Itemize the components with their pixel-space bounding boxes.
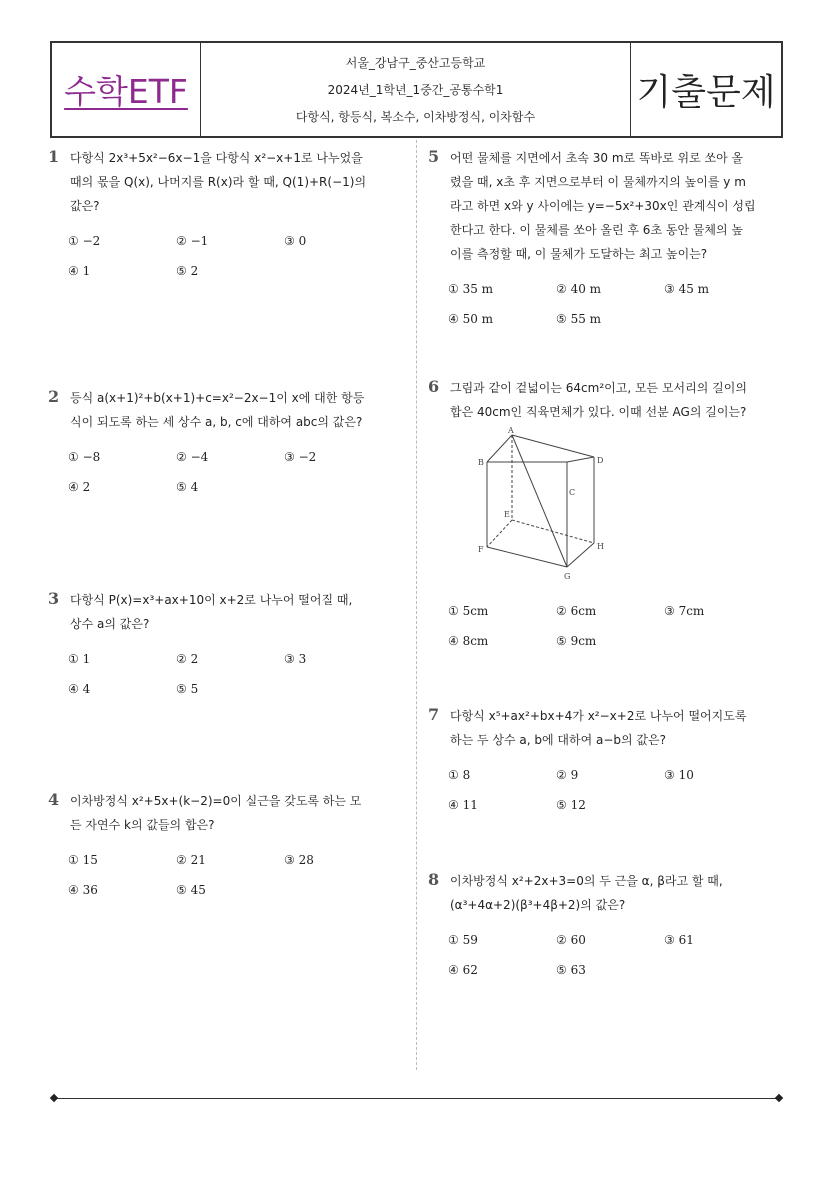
choice[interactable]: ⑤ 63 <box>556 963 586 977</box>
choice[interactable]: ① 35 m <box>448 282 494 296</box>
stem-line: 그림과 같이 겉넓이는 64cm²이고, 모든 모서리의 길이의 <box>450 381 747 395</box>
question-stem <box>48 789 398 837</box>
brand-logo: 수학ETF <box>64 72 188 111</box>
stem-line: (α³+4α+2)(β³+4β+2)의 값은? <box>450 898 626 912</box>
label-cell <box>630 43 781 136</box>
answer-choices <box>428 925 778 985</box>
vertex-label: H <box>597 542 604 551</box>
choice[interactable]: ② −1 <box>176 234 209 248</box>
edge-HG <box>567 543 594 567</box>
choice[interactable]: ④ 2 <box>68 480 91 494</box>
choice[interactable]: ⑤ 45 <box>176 883 206 897</box>
choice[interactable]: ⑤ 4 <box>176 480 199 494</box>
vertex-label: C <box>569 488 576 497</box>
choice[interactable]: ④ 1 <box>68 264 91 278</box>
question-number: 4 <box>48 790 60 809</box>
choice[interactable]: ① −2 <box>68 234 101 248</box>
choice[interactable]: ① 59 <box>448 933 478 947</box>
choice[interactable]: ④ 11 <box>448 798 478 812</box>
question-4 <box>48 789 398 905</box>
answer-choices <box>428 274 778 334</box>
stem-line: 한다고 한다. 이 물체를 쏘아 올린 후 6초 동안 물체의 높 <box>450 223 744 237</box>
choice[interactable]: ③ 7cm <box>664 604 705 618</box>
school-name: 서울_강남구_중산고등학교 <box>345 56 486 70</box>
choice[interactable]: ③ 10 <box>664 768 694 782</box>
stem-line: 이차방정식 x²+2x+3=0의 두 근을 α, β라고 할 때, <box>450 874 723 888</box>
stem-line: 이를 측정할 때, 이 물체가 도달하는 최고 높이는? <box>450 247 708 261</box>
question-stem <box>428 704 778 752</box>
stem-line: 다항식 2x³+5x²−6x−1을 다항식 x²−x+1로 나누었을 <box>70 151 363 165</box>
choice[interactable]: ② −4 <box>176 450 209 464</box>
edge-DC <box>567 457 594 462</box>
question-stem <box>428 869 778 917</box>
diagonal-AG <box>512 435 567 567</box>
vertex-label: B <box>478 458 484 467</box>
question-number: 6 <box>428 377 440 396</box>
choice[interactable]: ① −8 <box>68 450 101 464</box>
stem-line: 다항식 P(x)=x³+ax+10이 x+2로 나누어 떨어질 때, <box>70 593 353 607</box>
choice[interactable]: ① 8 <box>448 768 471 782</box>
question-stem <box>48 386 398 434</box>
vertex-label: E <box>504 510 510 519</box>
choice[interactable]: ④ 36 <box>68 883 98 897</box>
choice[interactable]: ④ 8cm <box>448 634 489 648</box>
question-number: 2 <box>48 387 60 406</box>
vertex-label: G <box>564 572 571 581</box>
stem-line: 식이 되도록 하는 세 상수 a, b, c에 대하여 abc의 값은? <box>70 415 363 429</box>
edge-EH <box>512 520 594 543</box>
brand-cell <box>52 43 201 136</box>
question-5 <box>428 146 778 334</box>
choice[interactable]: ① 1 <box>68 652 91 666</box>
question-stem <box>48 146 398 218</box>
choice[interactable]: ⑤ 12 <box>556 798 586 812</box>
answer-choices <box>428 596 778 656</box>
question-3 <box>48 588 398 704</box>
stem-line: 든 자연수 k의 값들의 합은? <box>70 818 215 832</box>
choice[interactable]: ② 6cm <box>556 604 597 618</box>
question-2 <box>48 386 398 502</box>
cuboid-figure <box>470 425 620 585</box>
choice[interactable]: ② 60 <box>556 933 586 947</box>
question-stem <box>48 588 398 636</box>
choice[interactable]: ⑤ 2 <box>176 264 199 278</box>
exam-topics: 다항식, 항등식, 복소수, 이차방정식, 이차함수 <box>295 110 536 124</box>
choice[interactable]: ③ 45 m <box>664 282 710 296</box>
choice[interactable]: ③ 3 <box>284 652 307 666</box>
exam-label: 기출문제 <box>636 72 776 113</box>
choice[interactable]: ① 5cm <box>448 604 489 618</box>
answer-choices <box>48 845 398 905</box>
question-number: 7 <box>428 705 440 724</box>
question-7 <box>428 704 778 820</box>
stem-line: 라고 하면 x와 y 사이에는 y=−5x²+30x인 관계식이 성립 <box>450 199 756 213</box>
answer-choices <box>48 644 398 704</box>
choice[interactable]: ① 15 <box>68 853 98 867</box>
question-1 <box>48 146 398 286</box>
choice[interactable]: ⑤ 5 <box>176 682 199 696</box>
column-divider <box>416 140 417 1070</box>
stem-line: 때의 몫을 Q(x), 나머지를 R(x)라 할 때, Q(1)+R(−1)의 <box>70 175 367 189</box>
question-number: 5 <box>428 147 440 166</box>
question-number: 1 <box>48 147 60 166</box>
edge-FG <box>487 547 567 567</box>
choice[interactable]: ④ 4 <box>68 682 91 696</box>
diamond-right-icon <box>775 1094 783 1102</box>
choice[interactable]: ③ −2 <box>284 450 317 464</box>
question-stem <box>428 376 778 424</box>
choice[interactable]: ② 9 <box>556 768 579 782</box>
answer-choices <box>428 760 778 820</box>
exam-header <box>50 41 783 138</box>
choice[interactable]: ③ 61 <box>664 933 694 947</box>
stem-line: 렸을 때, x초 후 지면으로부터 이 물체까지의 높이를 y m <box>450 175 746 189</box>
stem-line: 다항식 x⁵+ax²+bx+4가 x²−x+2로 나누어 떨어지도록 <box>450 709 747 723</box>
choice[interactable]: ③ 0 <box>284 234 307 248</box>
choice[interactable]: ④ 62 <box>448 963 478 977</box>
stem-line: 하는 두 상수 a, b에 대하여 a−b의 값은? <box>450 733 666 747</box>
stem-line: 값은? <box>70 199 100 213</box>
choice[interactable]: ④ 50 m <box>448 312 494 326</box>
question-8 <box>428 869 778 985</box>
stem-line: 어떤 물체를 지면에서 초속 30 m로 똑바로 위로 쏘아 올 <box>450 151 744 165</box>
question-number: 8 <box>428 870 440 889</box>
stem-line: 합은 40cm인 직육면체가 있다. 이때 선분 AG의 길이는? <box>450 405 747 419</box>
vertex-label: A <box>508 426 514 435</box>
edge-EF <box>487 520 512 547</box>
choice[interactable]: ③ 28 <box>284 853 314 867</box>
answer-choices <box>48 442 398 502</box>
vertex-label: D <box>597 456 604 465</box>
diamond-left-icon <box>50 1094 58 1102</box>
exam-name: 2024년_1학년_1중간_공통수학1 <box>327 83 504 97</box>
exam-info-cell <box>201 43 630 136</box>
stem-line: 등식 a(x+1)²+b(x+1)+c=x²−2x−1이 x에 대한 항등 <box>70 391 365 405</box>
stem-line: 상수 a의 값은? <box>70 617 150 631</box>
choice[interactable]: ② 21 <box>176 853 206 867</box>
edge-AD <box>512 435 594 457</box>
choice[interactable]: ⑤ 55 m <box>556 312 602 326</box>
question-stem <box>428 146 778 266</box>
choice[interactable]: ② 40 m <box>556 282 602 296</box>
vertex-label: F <box>478 545 484 554</box>
choice[interactable]: ② 2 <box>176 652 199 666</box>
stem-line: 이차방정식 x²+5x+(k−2)=0이 실근을 갖도록 하는 모 <box>70 794 362 808</box>
edge-AB <box>487 435 512 462</box>
footer-rule <box>54 1098 780 1099</box>
question-number: 3 <box>48 589 60 608</box>
choice[interactable]: ⑤ 9cm <box>556 634 597 648</box>
answer-choices <box>48 226 398 286</box>
